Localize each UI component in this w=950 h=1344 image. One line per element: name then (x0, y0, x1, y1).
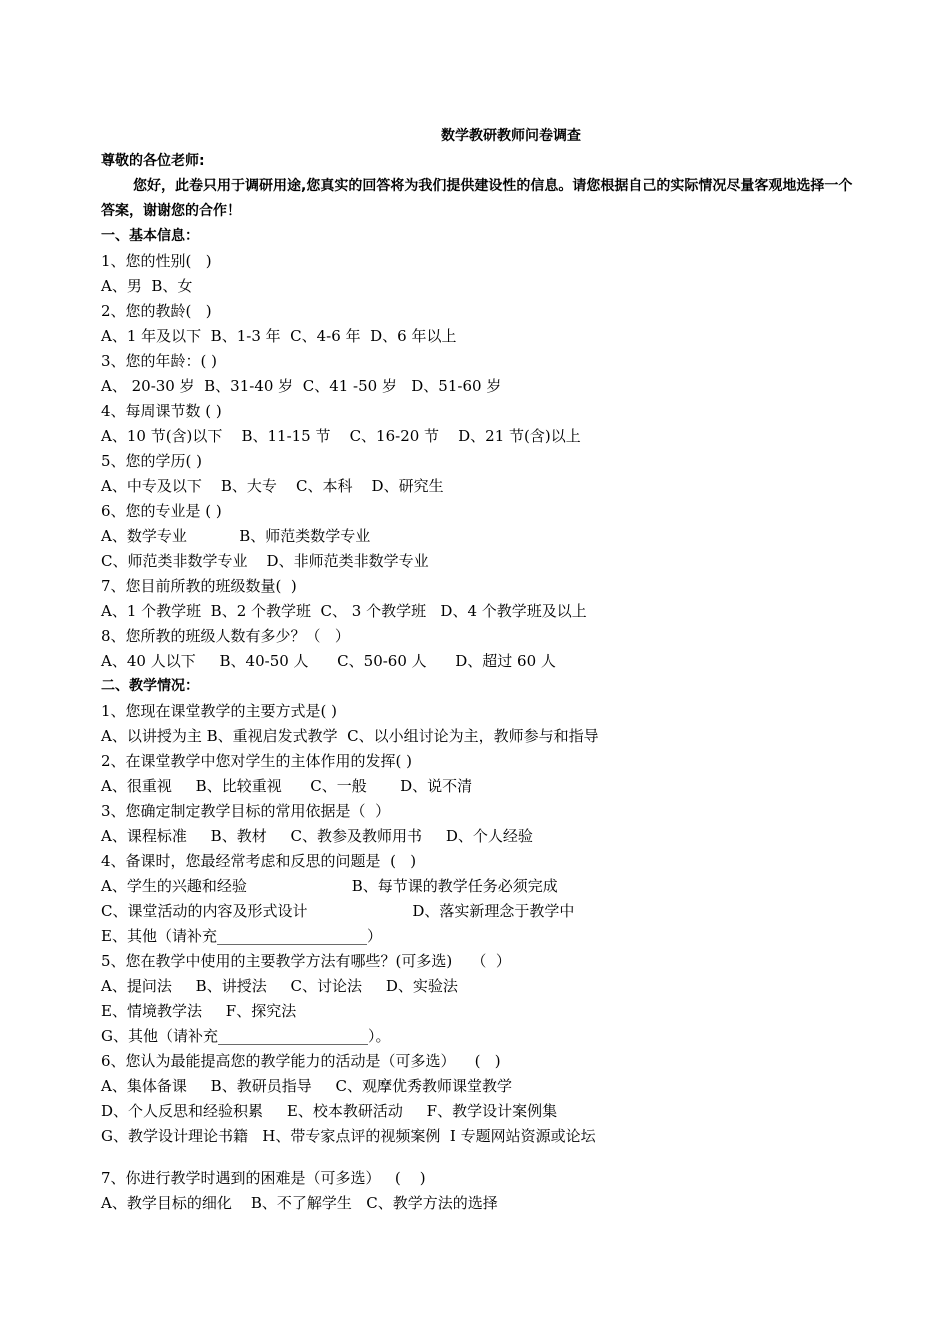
q2-6-options-a: A、集体备课 B、教研员指导 C、观摩优秀教师课堂教学 (101, 1077, 513, 1095)
q1-4: 4、每周课节数 ( ) (101, 402, 222, 420)
q2-4-options-b: C、课堂活动的内容及形式设计 D、落实新理念于教学中 (101, 902, 575, 920)
q1-1: 1、您的性别( ) (101, 252, 212, 270)
intro-paragraph: 您好，此卷只用于调研用途,您真实的回答将为我们提供建设性的信息。请您根据自己的实际情况尽量客观地选择一个答案，谢谢您的合作！ (101, 178, 853, 219)
q1-2: 2、您的教龄( ) (101, 302, 212, 320)
q2-5: 5、您在教学中使用的主要教学方法有哪些？(可多选) （ ） (101, 952, 511, 970)
q2-3: 3、您确定制定教学目标的常用依据是（ ） (101, 802, 391, 820)
q1-8-options: A、40 人以下 B、40-50 人 C、50-60 人 D、超过 60 人 (101, 652, 556, 670)
q1-3: 3、您的年龄：( ) (101, 352, 218, 370)
q1-7: 7、您目前所教的班级数量( ) (101, 577, 297, 595)
q1-5-options: A、中专及以下 B、大专 C、本科 D、研究生 (101, 477, 444, 495)
q2-5-options-a: A、提问法 B、讲授法 C、讨论法 D、实验法 (101, 977, 458, 995)
q2-5-options-b: E、情境教学法 F、探究法 (101, 1002, 297, 1020)
page-title: 数学教研教师问卷调查 (441, 128, 581, 144)
section-teaching-heading: 二、教学情况： (101, 678, 199, 694)
q2-7: 7、你进行教学时遇到的困难是（可多选） ( ) (101, 1169, 426, 1187)
q2-1-options: A、以讲授为主 B、重视启发式教学 C、以小组讨论为主，教师参与和指导 (101, 727, 599, 745)
q1-3-options: A、 20-30 岁 B、31-40 岁 C、41 -50 岁 D、51-60 岁 (101, 377, 502, 395)
q1-1-options: A、男 B、女 (101, 277, 193, 295)
q2-2-options: A、很重视 B、比较重视 C、一般 D、说不清 (101, 777, 473, 795)
q2-3-options: A、课程标准 B、教材 C、教参及教师用书 D、个人经验 (101, 827, 533, 845)
q2-1: 1、您现在课堂教学的主要方式是( ) (101, 702, 338, 720)
q2-4: 4、备课时，您最经常考虑和反思的问题是 ( ) (101, 852, 417, 870)
spacer (101, 1149, 861, 1166)
q2-5-options-c: G、其他（请补充____________________）。 (101, 1027, 391, 1045)
q1-7-options: A、1 个教学班 B、2 个教学班 C、 3 个教学班 D、4 个教学班及以上 (101, 602, 587, 620)
q2-6: 6、您认为最能提高您的教学能力的活动是（可多选） ( ) (101, 1052, 501, 1070)
q1-4-options: A、10 节(含)以下 B、11-15 节 C、16-20 节 D、21 节(含)以上 (101, 427, 581, 445)
q2-7-options: A、教学目标的细化 B、不了解学生 C、教学方法的选择 (101, 1194, 498, 1212)
q1-2-options: A、1 年及以下 B、1-3 年 C、4-6 年 D、6 年以上 (101, 327, 457, 345)
q1-6-options-a: A、数学专业 B、师范类数学专业 (101, 527, 371, 545)
q2-6-options-b: D、个人反思和经验积累 E、校本教研活动 F、教学设计案例集 (101, 1102, 558, 1120)
q1-5: 5、您的学历( ) (101, 452, 203, 470)
q2-4-options-c: E、其他（请补充____________________） (101, 927, 382, 945)
q1-6-options-b: C、师范类非数学专业 D、非师范类非数学专业 (101, 552, 429, 570)
greeting: 尊敬的各位老师: (101, 153, 205, 169)
q1-8: 8、您所教的班级人数有多少？（ ） (101, 627, 350, 645)
q2-4-options-a: A、学生的兴趣和经验 B、每节课的教学任务必须完成 (101, 877, 558, 895)
section-basic-info-heading: 一、基本信息： (101, 228, 199, 244)
questionnaire-content (101, 124, 861, 1216)
q2-6-options-c: G、教学设计理论书籍 H、带专家点评的视频案例 I 专题网站资源或论坛 (101, 1127, 596, 1145)
q2-2: 2、在课堂教学中您对学生的主体作用的发挥( ) (101, 752, 413, 770)
q1-6: 6、您的专业是 ( ) (101, 502, 222, 520)
